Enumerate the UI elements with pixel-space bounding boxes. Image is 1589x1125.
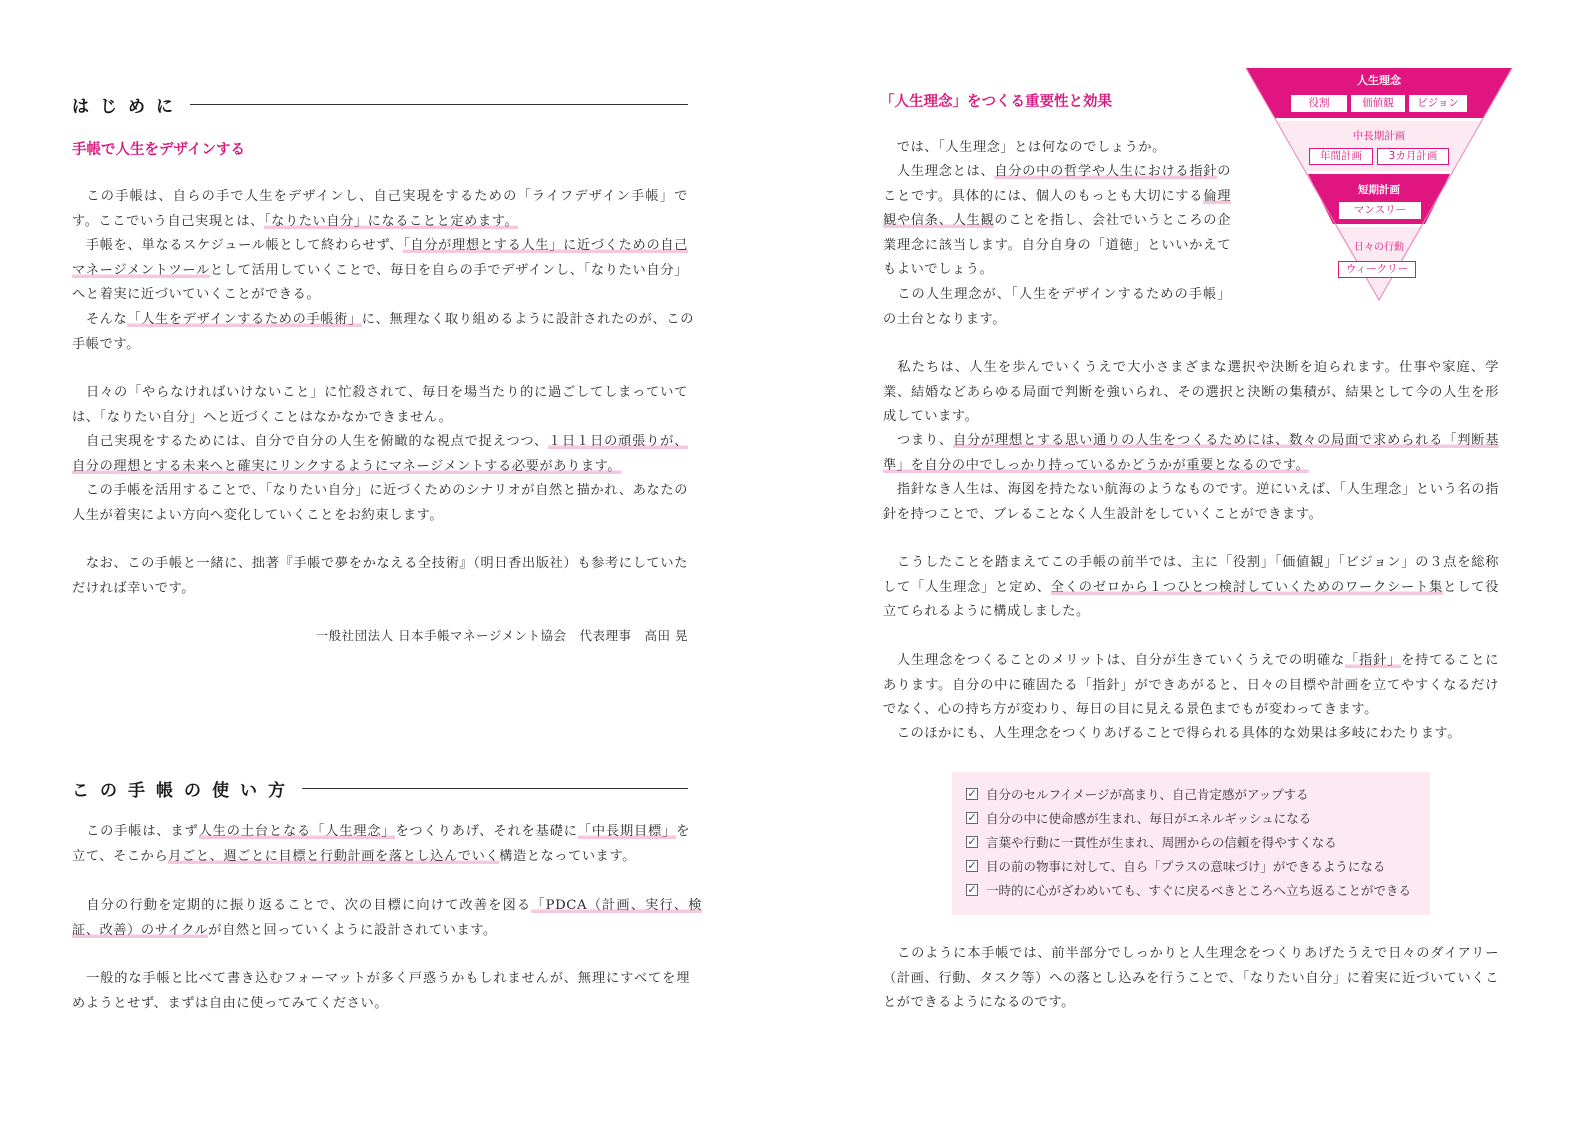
right-paragraph: [883, 478, 1499, 527]
usage-heading: [72, 776, 688, 801]
life-philosophy-pyramid: [1242, 66, 1516, 302]
checkbox-icon: ✓: [967, 811, 977, 824]
intro-paragraph: [72, 552, 688, 601]
heading-rule: [190, 104, 688, 105]
highlighted-text: 人生の土台となる「人生理念」: [198, 824, 396, 839]
pyramid-box-values: 価値観: [1351, 95, 1405, 112]
text-run: このように本手帳では、前半部分でしっかりと人生理念をつくりあげたうえで日々のダイアリー（計画、行動、タスク等）への落とし込みを行うことで、「なりたい自分」に着実に近づいていくことができるようになるのです。: [883, 946, 1499, 1010]
checklist-item: [966, 806, 1430, 830]
pyramid-box-monthly: マンスリー: [1339, 202, 1421, 219]
checklist-item-text: 一時的に心がざわめいても、すぐに戻るべきところへ立ち返ることができる: [986, 883, 1412, 898]
right-paragraph: [883, 160, 1231, 283]
intro-paragraph: [72, 234, 688, 308]
pyramid-box-annual-plan: 年間計画: [1309, 148, 1373, 165]
intro-paragraph: [72, 381, 688, 430]
pyramid-level-3-title: 短期計画: [1358, 184, 1400, 196]
right-subheading: 「人生理念」をつくる重要性と効果: [880, 94, 1112, 110]
pyramid-box-weekly: ウィークリー: [1338, 261, 1416, 278]
highlighted-text: 「指針」: [1345, 653, 1402, 668]
checklist-item-text: 自分のセルフイメージが高まり、自己肯定感がアップする: [986, 787, 1309, 802]
highlighted-text: 全くのゼロから１つひとつ検討していくためのワークシート集: [1050, 579, 1444, 595]
text-run: この人生理念が、「人生をデザインするための手帳」の土台となります。: [883, 287, 1231, 327]
text-run: そんな: [72, 312, 128, 327]
checklist-item: [966, 878, 1430, 902]
highlighted-text: 「自分が理想とする人生」に近づくための自己マネージメントツール: [72, 238, 689, 278]
text-run: 一般的な手帳と比べて書き込むフォーマットが多く戸惑うかもしれませんが、無理にすべてを埋めようとせず、まずは自由に使ってみてください。: [72, 971, 690, 1011]
intro-paragraph: [72, 185, 688, 234]
text-run: をつくりあげ、それを基礎に: [395, 824, 578, 839]
highlighted-text: 「PDCA（計画、実行、検証、改善）のサイクル: [72, 898, 703, 938]
highlighted-text: 自分が理想とする思い通りの人生をつくるためには、数々の局面で求められる「判断基準」を自分の中でしっかり持っているかどうかが重要となるのです。: [883, 433, 1499, 473]
highlighted-text: 「人生をデザインするための手帳術」: [127, 312, 362, 327]
text-run: 人生理念をつくることのメリットは、自分が生きていくうえでの明確な: [883, 653, 1346, 668]
usage-paragraph: [72, 820, 690, 869]
text-run: 人生理念とは、: [883, 164, 995, 179]
highlighted-text: 自分の中の哲学や人生における指針: [994, 164, 1218, 179]
intro-heading-text: はじめに: [72, 97, 184, 117]
checklist-item-text: 目の前の物事に対して、自ら「プラスの意味づけ」ができるようになる: [986, 859, 1386, 874]
checkbox-icon: ✓: [967, 787, 977, 800]
checkbox-icon: ✓: [967, 859, 977, 872]
text-run: を立て、そこから: [72, 824, 691, 864]
text-run: のことです。具体的には、個人のもっとも大切にする: [883, 164, 1231, 204]
text-run: この手帳は、自らの手で人生をデザインし、自己実現をするための「ライフデザイン手帳」です。ここでいう自己実現とは、: [72, 189, 688, 229]
right-paragraph: [883, 283, 1231, 332]
right-paragraph: [883, 136, 1231, 161]
checklist-item: [966, 830, 1430, 854]
text-run: 構造となっています。: [499, 848, 636, 864]
text-run: 手帳を、単なるスケジュール帳として終わらせず、: [72, 238, 404, 253]
text-run: 自分の行動を定期的に振り返ることで、次の目標に向けて改善を図る: [72, 898, 532, 913]
text-run: なお、この手帳と一緒に、拙著『手帳で夢をかなえる全技術』（明日香出版社）も参考にしていただければ幸いです。: [72, 556, 688, 596]
usage-heading-text: この手帳の使い方: [72, 781, 296, 801]
intro-heading: [72, 92, 688, 117]
text-run: この手帳を活用することで、「なりたい自分」に近づくためのシナリオが自然と描かれ、あなたの人生が着実によい方向へ変化していくことをお約束します。: [72, 483, 688, 523]
checklist-item-text: 言葉や行動に一貫性が生まれ、周囲からの信頼を得やすくなる: [986, 835, 1337, 850]
text-run: 自己実現をするためには、自分で自分の人生を俯瞰的な視点で捉えつつ、: [72, 434, 548, 449]
right-page: [795, 0, 1589, 1125]
text-run: のことを指し、会社でいうところの企業理念に該当します。自分自身の「道徳」といいかえてもよいでしょう。: [883, 213, 1231, 277]
text-run: こうしたことを踏まえてこの手帳の前半では、主に「役割」「価値観」「ビジョン」の３点を総称して「人生理念」と定め、: [883, 555, 1499, 595]
text-run: 私たちは、人生を歩んでいくうえで大小さまざまな選択や決断を迫られます。仕事や家庭、学業、結婚などあらゆる局面で判断を強いられ、その選択と決断の集積が、結果として今の人生を形成しています。: [883, 360, 1499, 424]
text-run: 日々の「やらなければいけないこと」に忙殺されて、毎日を場当たり的に過ごしてしまっていては、「なりたい自分」へと近づくことはなかなかできません。: [72, 385, 688, 425]
checklist-item: [966, 782, 1430, 806]
pyramid-level-2-title: 中長期計画: [1352, 130, 1406, 142]
right-paragraph: [883, 356, 1499, 430]
text-run: として役立てられるように構成しました。: [883, 579, 1499, 619]
text-run: つまり、: [883, 433, 954, 448]
benefits-checklist: [952, 772, 1430, 915]
text-run: 指針なき人生は、海図を持たない航海のようなものです。逆にいえば、「人生理念」という名の指針を持つことで、ブレることなく人生設計をしていくことができます。: [883, 482, 1499, 522]
right-paragraph: [883, 551, 1499, 625]
pyramid-box-role: 役割: [1291, 95, 1347, 112]
text-run: では、「人生理念」とは何なのでしょうか。: [883, 140, 1166, 155]
highlighted-text: 「なりたい自分」になることと定めます。: [263, 213, 519, 229]
text-run: このほかにも、人生理念をつくりあげることで得られる具体的な効果は多岐にわたります。: [883, 726, 1462, 741]
checklist-item: [966, 854, 1430, 878]
pyramid-level-1-title: 人生理念: [1357, 74, 1401, 87]
text-run: この手帳は、まず: [72, 824, 199, 839]
text-run: に、無理なく取り組めるように設計されたのが、この手帳です。: [72, 312, 694, 352]
pyramid-box-vision: ビジョン: [1409, 95, 1467, 112]
highlighted-text: 倫理観や信条、人生観: [883, 188, 1231, 228]
right-paragraph: [883, 649, 1499, 723]
checklist-item-text: 自分の中に使命感が生まれ、毎日がエネルギッシュになる: [986, 811, 1312, 826]
checkbox-icon: ✓: [967, 835, 977, 848]
right-paragraph: [883, 429, 1499, 478]
highlighted-text: 「中長期目標」: [577, 824, 677, 839]
pyramid-box-3month-plan: 3カ月計画: [1377, 148, 1449, 165]
text-run: を持てることにあります。自分の中に確固たる「指針」ができあがると、日々の目標や計画を立てやすくなるだけでなく、心の持ち方が変わり、毎日の目に見える景色までもが変わってきます。: [883, 653, 1499, 717]
intro-subheading: 手帳で人生をデザインする: [72, 142, 245, 158]
right-paragraph: [883, 722, 1499, 747]
usage-paragraph: [72, 967, 690, 1016]
highlighted-text: 月ごと、週ごとに目標と行動計画を落とし込んでいく: [168, 848, 500, 864]
pyramid-level-4-title: 日々の行動: [1354, 242, 1404, 253]
text-run: として活用していくことで、毎日を自らの手でデザインし、「なりたい自分」へと着実に近づいていくことができる。: [72, 262, 688, 302]
highlighted-text: １日１日の頑張りが、自分の理想とする未来へと確実にリンクするようにマネージメントする必要があります。: [72, 434, 688, 474]
intro-paragraph: [72, 430, 688, 479]
heading-rule: [302, 788, 688, 789]
intro-paragraph: [72, 479, 688, 528]
signature: 一般社団法人 日本手帳マネージメント協会 代表理事 高田 晃: [315, 628, 688, 643]
checkbox-icon: ✓: [967, 883, 977, 896]
closing-paragraph: [883, 942, 1499, 1016]
usage-paragraph: [72, 894, 702, 943]
text-run: が自然と回っていくように設計されています。: [208, 922, 497, 938]
intro-paragraph: [72, 308, 694, 357]
